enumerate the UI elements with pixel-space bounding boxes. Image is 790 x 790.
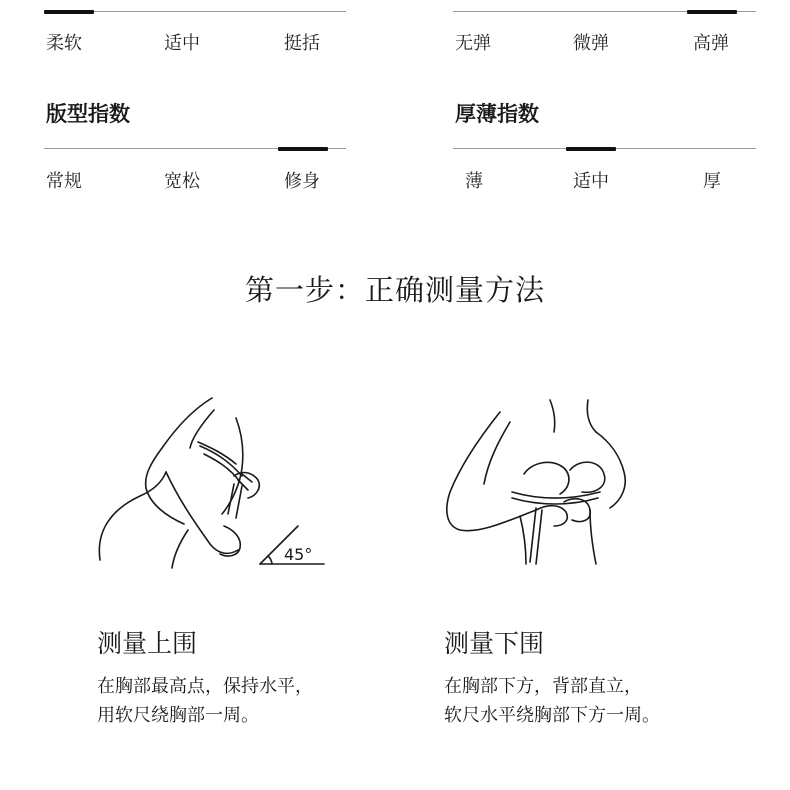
upper-bust-title: 测量上围 xyxy=(97,629,198,658)
torso-right xyxy=(590,510,596,564)
bust-right xyxy=(570,462,605,492)
forearm xyxy=(166,472,238,553)
upper-bust-illustration xyxy=(92,392,332,572)
softness-indicator xyxy=(44,10,94,14)
fit-scale-title: 版型指数 xyxy=(46,102,130,126)
softness-scale xyxy=(44,11,346,61)
lower-hand xyxy=(220,526,240,556)
bust-left xyxy=(524,462,569,494)
left-arm-inner xyxy=(484,422,510,484)
neck-left xyxy=(550,400,555,432)
under-bust-title: 测量下围 xyxy=(444,629,545,658)
upper-arm-inner xyxy=(190,410,214,448)
softness-label-2: 适中 xyxy=(164,33,200,54)
elasticity-label-2: 微弹 xyxy=(573,33,609,54)
neck-right xyxy=(587,400,596,432)
thickness-label-2: 适中 xyxy=(573,171,609,192)
waist-line xyxy=(172,530,188,568)
elasticity-scale xyxy=(453,11,756,61)
right-shoulder xyxy=(596,432,625,508)
under-bust-illustration xyxy=(440,392,640,572)
upper-bust-desc-line2: 用软尺绕胸部一周。 xyxy=(97,705,259,726)
torso-left xyxy=(520,516,526,564)
fit-label-1: 常规 xyxy=(46,171,82,192)
tape-hanging xyxy=(228,484,242,518)
elasticity-indicator xyxy=(687,10,737,14)
under-bust-desc xyxy=(444,672,660,730)
softness-label-3: 挺括 xyxy=(284,33,320,54)
under-bust-desc-line1: 在胸部下方，背部直立， xyxy=(444,676,642,697)
left-arm xyxy=(447,412,536,531)
upper-bust-desc xyxy=(97,672,313,730)
softness-label-1: 柔软 xyxy=(46,33,82,54)
thickness-scale xyxy=(453,148,756,198)
under-bust-desc-line2: 软尺水平绕胸部下方一周。 xyxy=(444,705,660,726)
thickness-label-3: 厚 xyxy=(703,171,721,192)
step-title: 第一步：正确测量方法 xyxy=(244,273,545,307)
elasticity-label-1: 无弹 xyxy=(455,33,491,54)
tape-hanging xyxy=(530,508,542,564)
thickness-label-1: 薄 xyxy=(465,171,483,192)
upper-bust-desc-line1: 在胸部最高点，保持水平， xyxy=(97,676,313,697)
body-outline-back xyxy=(99,472,166,560)
elasticity-label-3: 高弹 xyxy=(693,33,729,54)
upper-arm xyxy=(146,398,212,524)
fit-label-2: 宽松 xyxy=(164,171,200,192)
tape-upper xyxy=(200,446,242,476)
thickness-scale-title: 厚薄指数 xyxy=(455,102,539,126)
fit-scale xyxy=(44,148,346,198)
thickness-indicator xyxy=(566,147,616,151)
fit-indicator xyxy=(278,147,328,151)
fit-label-3: 修身 xyxy=(284,171,320,192)
angle-label: 45° xyxy=(284,545,313,564)
angle-arc xyxy=(268,556,272,564)
